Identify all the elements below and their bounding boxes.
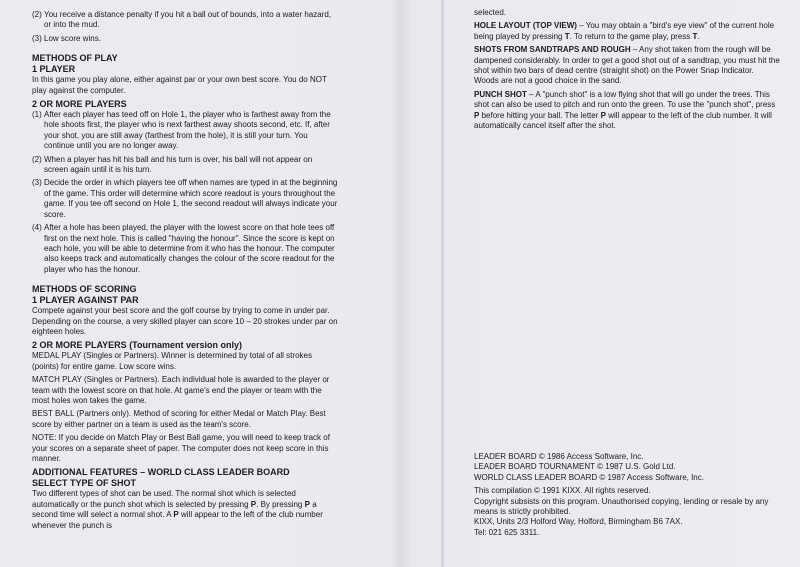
item-number: (1): [32, 110, 42, 120]
item-text: Decide the order in which players tee off when names are typed in at the beginning of the game. This order will determine which score readout is yours throughout the game. If you tee off second on Hole 1, the second readout will always indicate your score.: [44, 178, 338, 219]
sandtraps-heading: SHOTS FROM SANDTRAPS AND ROUGH: [474, 45, 631, 55]
key-p: P: [474, 110, 480, 120]
sandtraps-paragraph: SHOTS FROM SANDTRAPS AND ROUGH – Any shot taken from the rough will be dampened considerably. In order to get a good shot out of a sandtrap, you must hit the shot within two bars of dead centre (straight shot) on the Power Snap Indicator. Woods are not a good choice in the sand.: [474, 45, 780, 86]
item-text: After each player has teed off on Hole 1, the player who is farthest away from the hole shoots first, the player who is next farthest away shoots second, etc. If, after your shot, you are still away (farthest from the hole), it is still your turn. You continue until you are no longer away.: [44, 110, 331, 151]
hole-layout-paragraph: HOLE LAYOUT (TOP VIEW) – You may obtain a "bird's eye view" of the current hole being played by pressing T. To return to the game play, press T.: [474, 21, 775, 41]
key-t: T: [692, 31, 698, 41]
credits-block: [474, 452, 784, 538]
right-column: [474, 8, 780, 134]
compilation-line: This compilation © 1991 KIXX. All rights reserved.: [474, 486, 651, 496]
key-p: P: [173, 510, 179, 520]
item-number: (3): [32, 33, 42, 43]
item-text: When a player has hit his ball and his turn is over, his ball will not appear on screen again until it is his turn.: [44, 154, 313, 175]
punch-shot-heading: PUNCH SHOT: [474, 89, 527, 99]
one-player-text: In this game you play alone, either against par or your own best score. You do NOT play against the computer.: [32, 75, 327, 95]
score-rules-list: [32, 10, 338, 44]
item-number: (2): [32, 154, 42, 164]
hole-layout-heading: HOLE LAYOUT (TOP VIEW): [474, 21, 577, 31]
two-players-heading: 2 OR MORE PLAYERS: [32, 99, 127, 110]
note-text: NOTE: If you decide on Match Play or Best Ball game, you will need to keep track of your scores on a separate sheet of paper. The computer does not keep score in this manner.: [32, 433, 330, 463]
match-play-text: MATCH PLAY (Singles or Partners). Each individual hole is awarded to the player or team with the lowest score on that hole. At game's end the player or team with the most holes won takes the game.: [32, 375, 330, 405]
item-number: (3): [32, 178, 42, 188]
tournament-heading: 2 OR MORE PLAYERS (Tournament version only): [32, 340, 243, 351]
credit-line: LEADER BOARD © 1986 Access Software, Inc.: [474, 452, 644, 461]
address-line: KIXX, Units 2/3 Holford Way, Holford, Birmingham B6 7AX.: [474, 517, 683, 527]
additional-features-heading: ADDITIONAL FEATURES – WORLD CLASS LEADER BOARD: [32, 467, 290, 478]
item-text: Low score wins.: [44, 33, 101, 43]
list-item: [32, 34, 338, 44]
select-shot-heading: SELECT TYPE OF SHOT: [32, 478, 137, 489]
against-par-text: Compete against your best score and the golf course by trying to come in under par. Depending on the course, a very skilled player can score 10 – 20 strokes under par on eighteen holes.: [32, 306, 338, 336]
item-text: After a hole has been played, the player with the lowest score on that hole tees off first on the next hole. This is called "having the honour". Since the score is kept on each hole, you will be able to determine from it who has the honour. The computer also keeps track and automatically changes the colour of the score readout for the player who has the honour.: [44, 223, 335, 274]
best-ball-text: BEST BALL (Partners only). Method of scoring for either Medal or Match Play. Best score by either partner on a team is used as the team's score.: [32, 409, 326, 429]
item-number: (2): [32, 10, 42, 19]
select-shot-text: Two different types of shot can be used. The normal shot which is selected automatically or the punch shot which is selected by pressing P. By pressing P a second time will select a normal shot. A P will appear to the left of the club number whenever the punch is: [32, 489, 323, 530]
list-item: [32, 10, 338, 31]
key-t: T: [564, 31, 570, 41]
key-p: P: [304, 499, 310, 509]
item-text: You receive a distance penalty if you hit a ball out of bounds, into a water hazard, or into the mud.: [44, 10, 331, 30]
two-players-list: [32, 110, 338, 275]
list-item: [32, 155, 338, 176]
medal-play-text: MEDAL PLAY (Singles or Partners). Winner is determined by total of all strokes (points) for entire game. Low score wins.: [32, 351, 312, 371]
key-p: P: [600, 110, 606, 120]
copyright-notice: Copyright subsists on this program. Unauthorised copying, lending or resale by any means is strictly prohibited.: [474, 496, 769, 517]
page-fold: [441, 0, 444, 567]
list-item: [32, 178, 338, 220]
one-player-heading: 1 PLAYER: [32, 64, 76, 75]
against-par-heading: 1 PLAYER AGAINST PAR: [32, 295, 139, 306]
credit-line: LEADER BOARD TOURNAMENT © 1987 U.S. Gold Ltd.: [474, 462, 676, 472]
list-item: [32, 223, 338, 275]
telephone-line: Tel: 021 625 3311.: [474, 527, 540, 537]
methods-of-play-heading: METHODS OF PLAY: [32, 53, 118, 64]
key-p: P: [250, 499, 257, 509]
continued-text: selected.: [474, 8, 507, 17]
list-item: [32, 110, 338, 152]
methods-of-scoring-heading: METHODS OF SCORING: [32, 284, 137, 295]
punch-shot-paragraph: PUNCH SHOT – A "punch shot" is a low flying shot that will go under the trees. This shot can also be used to pitch and run onto the green. To use the "punch shot", press P before hitting your ball. The letter P will appear to the left of the club number. It will automatically cancel itself after the shot.: [474, 89, 776, 131]
left-column: [32, 10, 338, 534]
item-number: (4): [32, 223, 42, 233]
credit-line: WORLD CLASS LEADER BOARD © 1987 Access Software, Inc.: [474, 472, 704, 482]
